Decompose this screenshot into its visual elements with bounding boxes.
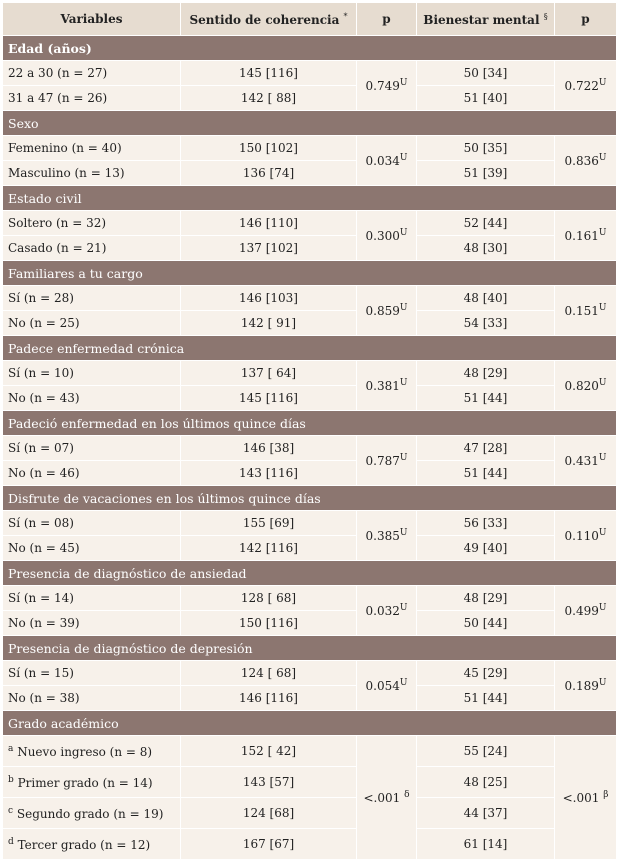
- group-header-row: [3, 36, 617, 61]
- p-value-wellbeing-number: 0.151: [564, 304, 599, 318]
- test-mark: U: [399, 378, 408, 388]
- soc-value: 142 [116]: [181, 536, 357, 561]
- soc-value: 136 [74]: [181, 161, 357, 186]
- row-label: 31 a 47 (n = 26): [3, 86, 181, 111]
- group-title: Presencia de diagnóstico de depresión: [3, 636, 617, 661]
- header-wellbeing: Bienestar mental §: [417, 3, 555, 36]
- table-row: [3, 461, 617, 486]
- row-label: No (n = 46): [3, 461, 181, 486]
- header-variables: Variables: [3, 3, 181, 36]
- results-table: [2, 2, 617, 860]
- row-label-text: Primer grado (n = 14): [17, 775, 153, 790]
- row-label: [3, 767, 181, 798]
- soc-value: 146 [38]: [181, 436, 357, 461]
- table-row: [3, 436, 617, 461]
- p-value-soc: [357, 361, 417, 411]
- row-label: No (n = 25): [3, 311, 181, 336]
- test-mark: U: [399, 153, 408, 163]
- table-row: [3, 311, 617, 336]
- p-value-soc: [357, 586, 417, 636]
- row-label: Sí (n = 15): [3, 661, 181, 686]
- table-row: [3, 211, 617, 236]
- group-title: Familiares a tu cargo: [3, 261, 617, 286]
- wellbeing-value: 44 [37]: [417, 798, 555, 829]
- group-title: Disfrute de vacaciones en los últimos quince días: [3, 486, 617, 511]
- row-label: [3, 736, 181, 767]
- wellbeing-value: 54 [33]: [417, 311, 555, 336]
- p-value-wellbeing: [555, 61, 617, 111]
- p-value-wellbeing-number: 0.110: [564, 529, 599, 543]
- group-header-row: [3, 411, 617, 436]
- p-value-soc: [357, 736, 417, 860]
- p-value-wellbeing: [555, 511, 617, 561]
- wellbeing-value: 47 [28]: [417, 436, 555, 461]
- soc-value: 146 [110]: [181, 211, 357, 236]
- p-value-soc-number: 0.034: [365, 154, 400, 168]
- table-row: [3, 286, 617, 311]
- row-label: Femenino (n = 40): [3, 136, 181, 161]
- table-row: [3, 798, 617, 829]
- group-header-row: [3, 561, 617, 586]
- row-label: [3, 829, 181, 860]
- p-value-wellbeing: [555, 586, 617, 636]
- p-value-soc-number: 0.300: [365, 229, 400, 243]
- p-value-soc-number: 0.054: [365, 679, 400, 693]
- soc-value: 152 [ 42]: [181, 736, 357, 767]
- wellbeing-value: 51 [44]: [417, 686, 555, 711]
- row-label: Masculino (n = 13): [3, 161, 181, 186]
- wellbeing-value: 50 [34]: [417, 61, 555, 86]
- test-mark: U: [598, 153, 607, 163]
- soc-value: 128 [ 68]: [181, 586, 357, 611]
- p-value-wellbeing: [555, 361, 617, 411]
- soc-value: 146 [103]: [181, 286, 357, 311]
- row-label: Soltero (n = 32): [3, 211, 181, 236]
- test-mark: U: [399, 228, 408, 238]
- wellbeing-value: 55 [24]: [417, 736, 555, 767]
- table-row: [3, 161, 617, 186]
- group-mark: b: [8, 774, 14, 785]
- soc-value: 145 [116]: [181, 61, 357, 86]
- group-header-row: [3, 711, 617, 736]
- p-value-soc: [357, 511, 417, 561]
- group-header-row: [3, 261, 617, 286]
- group-header-row: [3, 486, 617, 511]
- test-mark: U: [598, 78, 607, 88]
- p-value-wellbeing: [555, 436, 617, 486]
- wellbeing-value: 51 [44]: [417, 386, 555, 411]
- p-value-wellbeing-number: 0.722: [564, 79, 599, 93]
- p-value-soc: [357, 61, 417, 111]
- table-row: [3, 61, 617, 86]
- test-mark: U: [598, 303, 607, 313]
- test-mark: U: [399, 303, 408, 313]
- header-p1: p: [357, 3, 417, 36]
- p-value-wellbeing-number: 0.431: [564, 454, 599, 468]
- p-value-wellbeing-number: 0.836: [564, 154, 599, 168]
- row-label: No (n = 38): [3, 686, 181, 711]
- soc-value: 146 [116]: [181, 686, 357, 711]
- test-mark: U: [598, 528, 607, 538]
- p-value-soc: [357, 661, 417, 711]
- row-label: Sí (n = 10): [3, 361, 181, 386]
- wellbeing-value: 48 [25]: [417, 767, 555, 798]
- test-mark: U: [399, 453, 408, 463]
- table-row: [3, 536, 617, 561]
- table-row: [3, 686, 617, 711]
- wellbeing-value: 48 [29]: [417, 361, 555, 386]
- soc-value: 143 [57]: [181, 767, 357, 798]
- test-mark: δ: [404, 790, 410, 800]
- p-value-soc: [357, 211, 417, 261]
- group-title: Edad (años): [3, 36, 617, 61]
- test-mark: U: [399, 78, 408, 88]
- row-label: No (n = 43): [3, 386, 181, 411]
- group-title: Padeció enfermedad en los últimos quince días: [3, 411, 617, 436]
- row-label: No (n = 45): [3, 536, 181, 561]
- p-value-wellbeing-number: 0.189: [564, 679, 599, 693]
- wellbeing-value: 51 [40]: [417, 86, 555, 111]
- row-label: Sí (n = 07): [3, 436, 181, 461]
- row-label-text: Tercer grado (n = 12): [17, 837, 151, 852]
- header-soc: Sentido de coherencia *: [181, 3, 357, 36]
- group-header-row: [3, 186, 617, 211]
- row-label: [3, 798, 181, 829]
- row-label: Sí (n = 28): [3, 286, 181, 311]
- table-row: [3, 736, 617, 767]
- wellbeing-value: 48 [40]: [417, 286, 555, 311]
- wellbeing-value: 49 [40]: [417, 536, 555, 561]
- row-label: No (n = 39): [3, 611, 181, 636]
- p-value-soc-number: 0.381: [365, 379, 400, 393]
- soc-value: 143 [116]: [181, 461, 357, 486]
- table-row: [3, 136, 617, 161]
- table-row: [3, 611, 617, 636]
- p-value-wellbeing-number: 0.499: [564, 604, 599, 618]
- table-row: [3, 586, 617, 611]
- soc-value: 142 [ 88]: [181, 86, 357, 111]
- wellbeing-value: 56 [33]: [417, 511, 555, 536]
- wellbeing-value: 48 [29]: [417, 586, 555, 611]
- soc-value: 167 [67]: [181, 829, 357, 860]
- p-value-wellbeing-number: 0.161: [564, 229, 599, 243]
- p-value-soc-number: 0.787: [365, 454, 400, 468]
- soc-value: 150 [102]: [181, 136, 357, 161]
- soc-value: 145 [116]: [181, 386, 357, 411]
- table-row: [3, 361, 617, 386]
- p-value-soc: [357, 436, 417, 486]
- p-value-wellbeing: [555, 736, 617, 860]
- p-value-soc-number: 0.032: [365, 604, 400, 618]
- group-header-row: [3, 336, 617, 361]
- test-mark: U: [399, 678, 408, 688]
- row-label: 22 a 30 (n = 27): [3, 61, 181, 86]
- p-value-wellbeing-number: <.001: [562, 791, 600, 805]
- wellbeing-value: 61 [14]: [417, 829, 555, 860]
- p-value-soc-number: 0.749: [365, 79, 400, 93]
- row-label-text: Segundo grado (n = 19): [16, 806, 164, 821]
- soc-value: 137 [ 64]: [181, 361, 357, 386]
- test-mark: U: [399, 603, 408, 613]
- wellbeing-value: 51 [39]: [417, 161, 555, 186]
- test-mark: U: [598, 678, 607, 688]
- test-mark: U: [598, 228, 607, 238]
- group-title: Padece enfermedad crónica: [3, 336, 617, 361]
- row-label: Casado (n = 21): [3, 236, 181, 261]
- p-value-soc: [357, 136, 417, 186]
- group-mark: d: [8, 836, 14, 847]
- wellbeing-value: 52 [44]: [417, 211, 555, 236]
- wellbeing-value: 50 [35]: [417, 136, 555, 161]
- group-mark: c: [8, 805, 14, 816]
- header-p2: p: [555, 3, 617, 36]
- wellbeing-value: 45 [29]: [417, 661, 555, 686]
- table-row: [3, 511, 617, 536]
- p-value-wellbeing: [555, 211, 617, 261]
- soc-value: 124 [ 68]: [181, 661, 357, 686]
- group-title: Presencia de diagnóstico de ansiedad: [3, 561, 617, 586]
- p-value-wellbeing: [555, 661, 617, 711]
- row-label: Sí (n = 08): [3, 511, 181, 536]
- group-title: Grado académico: [3, 711, 617, 736]
- soc-value: 124 [68]: [181, 798, 357, 829]
- test-mark: U: [598, 453, 607, 463]
- wellbeing-value: 48 [30]: [417, 236, 555, 261]
- group-title: Sexo: [3, 111, 617, 136]
- soc-value: 142 [ 91]: [181, 311, 357, 336]
- group-mark: a: [8, 743, 14, 754]
- header-row: [3, 3, 617, 36]
- p-value-soc-number: 0.385: [365, 529, 400, 543]
- table-row: [3, 236, 617, 261]
- group-title: Estado civil: [3, 186, 617, 211]
- table-row: [3, 767, 617, 798]
- row-label-text: Nuevo ingreso (n = 8): [17, 744, 153, 759]
- row-label: Sí (n = 14): [3, 586, 181, 611]
- group-header-row: [3, 111, 617, 136]
- p-value-soc-number: <.001: [363, 791, 401, 805]
- wellbeing-value: 51 [44]: [417, 461, 555, 486]
- table-row: [3, 661, 617, 686]
- table-row: [3, 386, 617, 411]
- soc-value: 137 [102]: [181, 236, 357, 261]
- test-mark: U: [598, 378, 607, 388]
- p-value-soc: [357, 286, 417, 336]
- p-value-wellbeing-number: 0.820: [564, 379, 599, 393]
- p-value-soc-number: 0.859: [365, 304, 400, 318]
- test-mark: U: [399, 528, 408, 538]
- soc-value: 155 [69]: [181, 511, 357, 536]
- test-mark: U: [598, 603, 607, 613]
- p-value-wellbeing: [555, 136, 617, 186]
- test-mark: β: [603, 790, 609, 800]
- wellbeing-value: 50 [44]: [417, 611, 555, 636]
- table-row: [3, 829, 617, 860]
- soc-value: 150 [116]: [181, 611, 357, 636]
- group-header-row: [3, 636, 617, 661]
- table-row: [3, 86, 617, 111]
- p-value-wellbeing: [555, 286, 617, 336]
